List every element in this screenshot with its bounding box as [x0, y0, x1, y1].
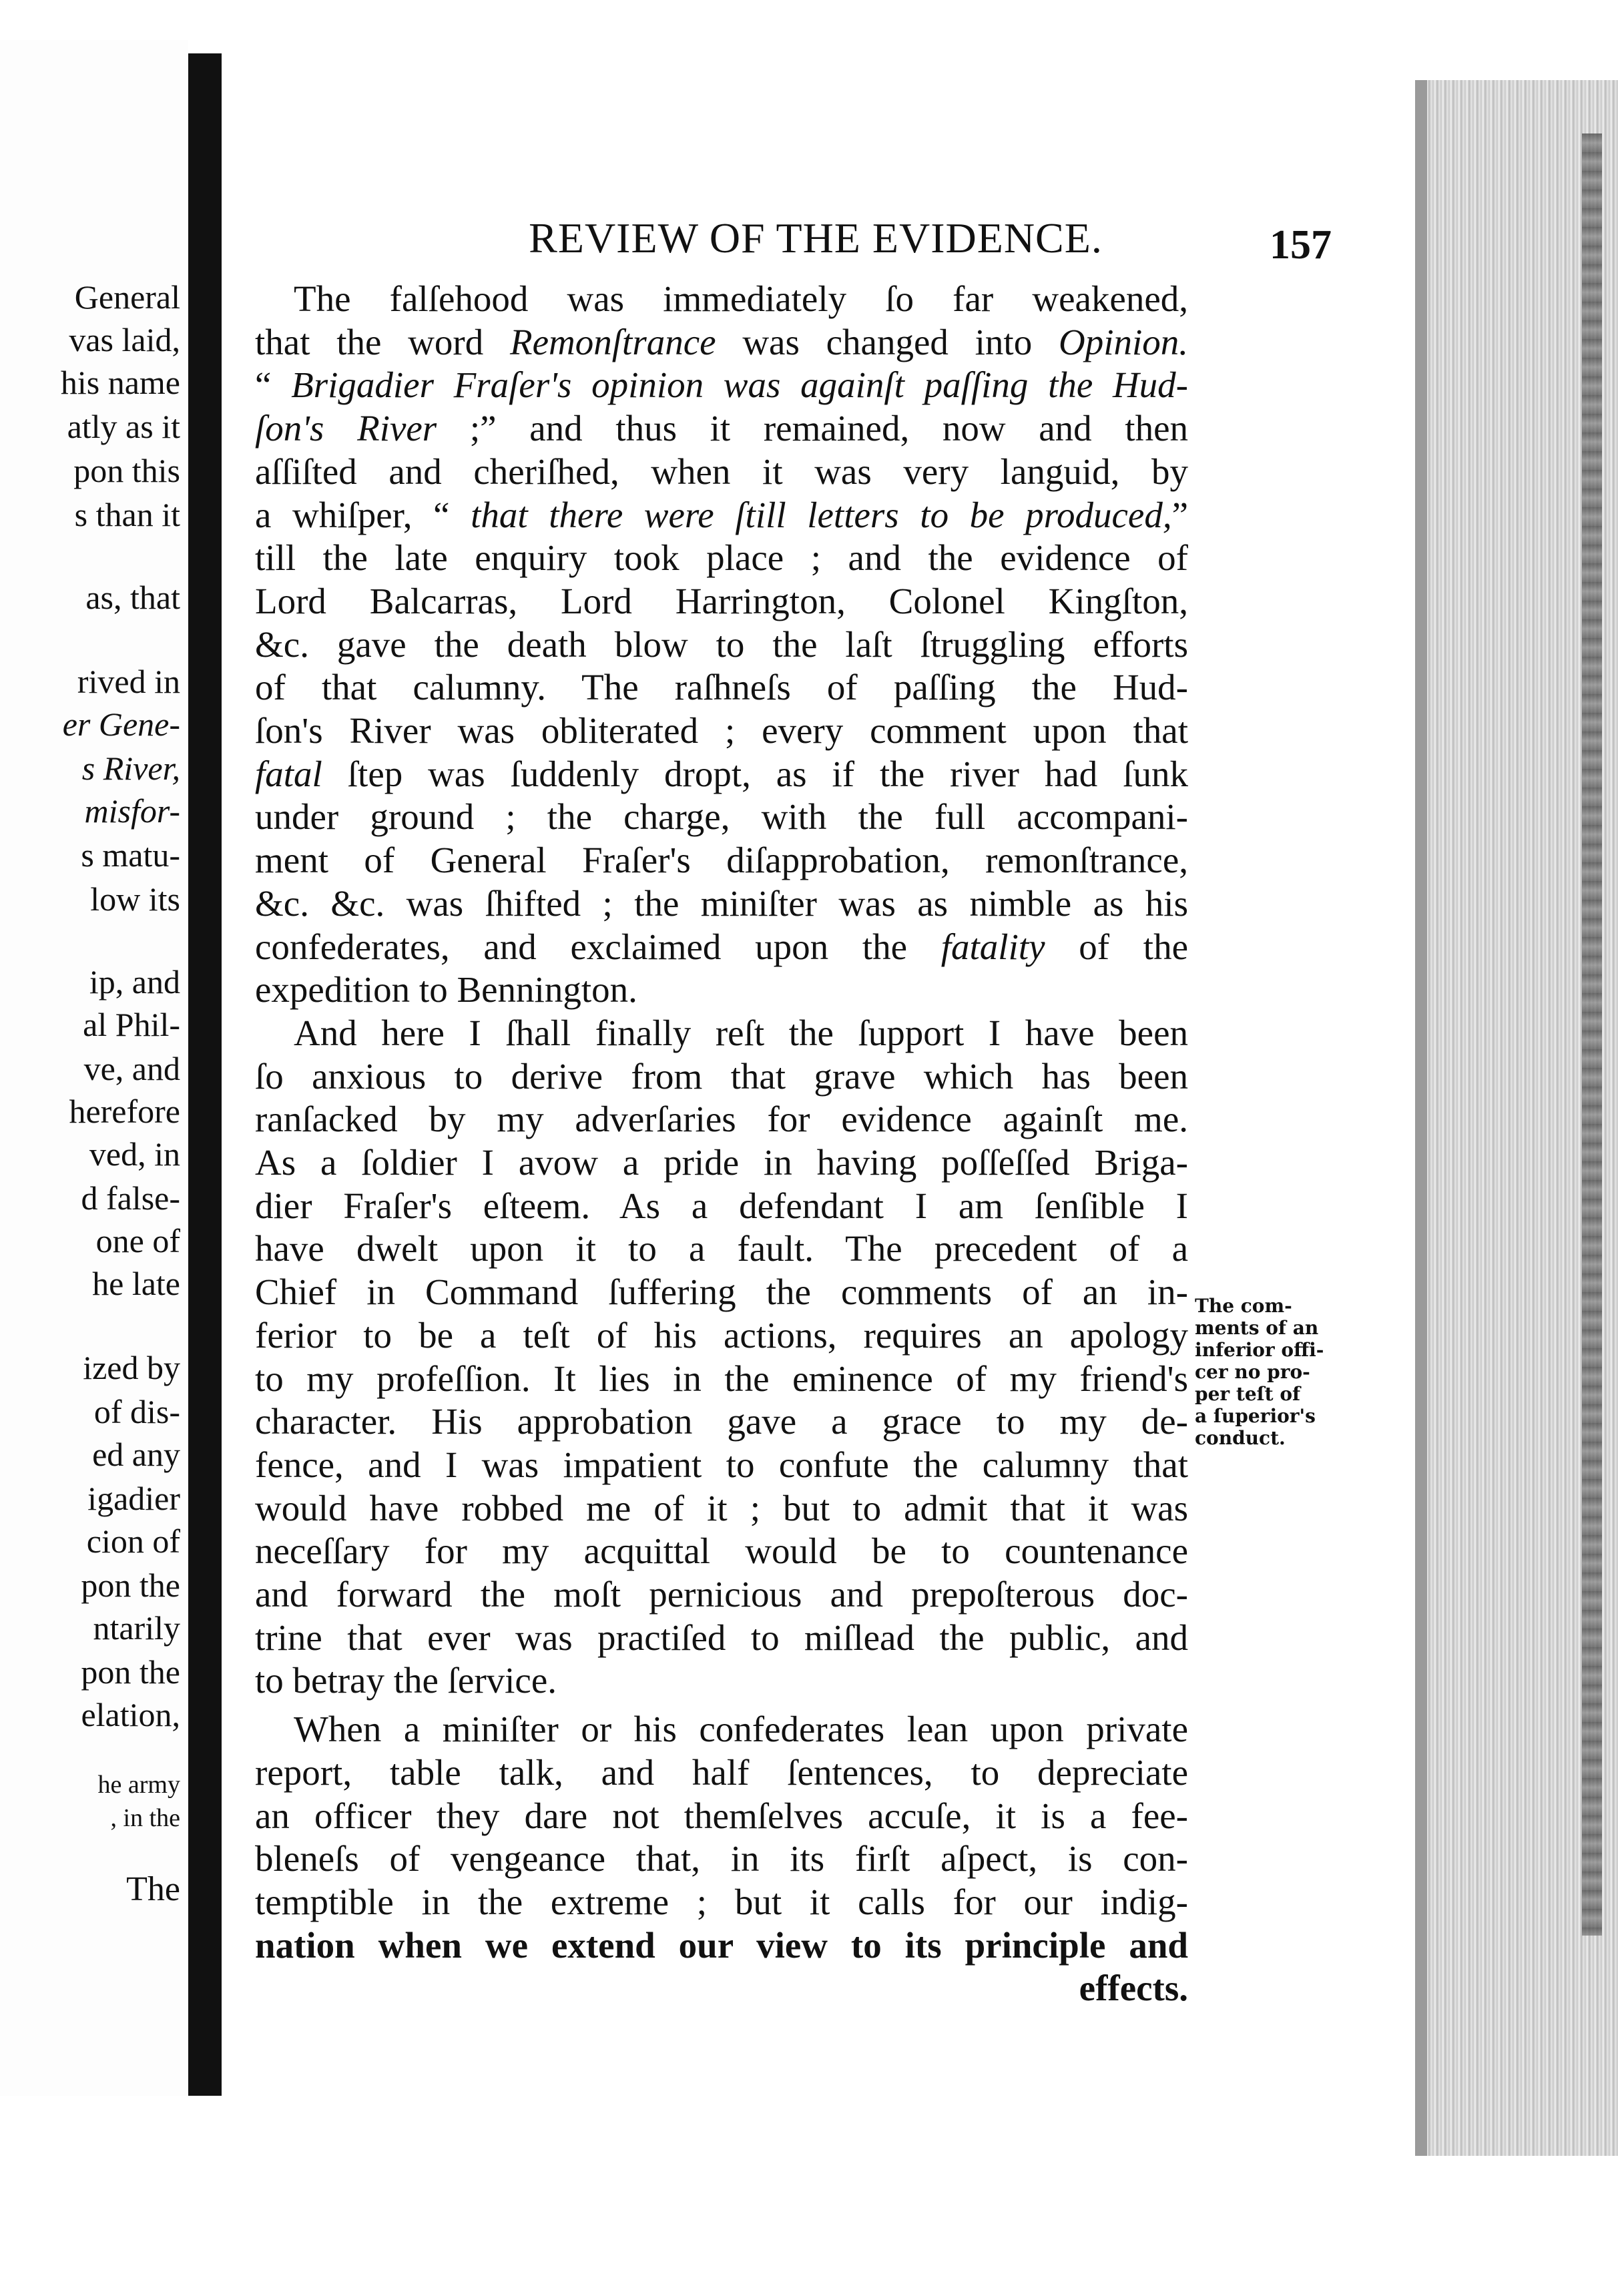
body-line: [255, 1576, 1188, 1613]
body-line: [294, 1711, 1188, 1747]
italic-text: Remonſtrance: [510, 322, 716, 362]
text-run: under ground ; the charge, with the full accompani-: [255, 796, 1188, 837]
main-page: [222, 53, 1415, 2096]
body-line: [255, 885, 1188, 922]
left-page-line: rived in: [77, 663, 180, 700]
body-line: [255, 453, 1188, 490]
body-line: [255, 842, 1188, 878]
body-line: [255, 1754, 1188, 1791]
body-line: [255, 971, 1188, 1008]
left-page-line: pon the: [81, 1653, 180, 1691]
book-gutter: [188, 53, 222, 2096]
text-run: effects.: [1079, 1968, 1188, 2008]
page-edge-shadow: [1415, 80, 1427, 2156]
body-line: [255, 1187, 1188, 1224]
text-run: of that calumny. The raſhneſs of paſſing the Hud-: [255, 667, 1188, 707]
left-page-line: low its: [90, 880, 180, 918]
left-page-line: al Phil-: [83, 1006, 180, 1043]
left-page-line: pon this: [73, 452, 180, 489]
left-page-line: , in the: [110, 1804, 180, 1832]
text-run: would have robbed me of it ; but to admit that it was: [255, 1488, 1188, 1528]
italic-text: ſon's River: [255, 408, 437, 449]
left-page-line: atly as it: [67, 408, 180, 445]
text-run: report, table talk, and half ſentences, to depreciate: [255, 1752, 1188, 1793]
left-page-line: ved, in: [89, 1135, 180, 1173]
text-run: ſon's River was obliterated ; every comment upon that: [255, 710, 1188, 751]
body-line: [255, 497, 1188, 533]
text-run: Chief in Command ſuffering the comments of an in-: [255, 1271, 1188, 1312]
text-run: &c. gave the death blow to the laſt ſtruggling efforts: [255, 624, 1188, 665]
body-line: [255, 1317, 1188, 1354]
text-run: ſtep was ſuddenly dropt, as if the river had ſunk: [322, 754, 1188, 794]
margin-note: [1195, 1295, 1342, 1449]
italic-text: that there were ſtill letters to be produced,: [471, 495, 1172, 535]
left-page-line: igadier: [87, 1480, 180, 1517]
left-page-line: his name: [60, 364, 180, 401]
left-page-line: he army: [97, 1771, 180, 1799]
left-page-line: ized by: [83, 1349, 180, 1386]
body-line: [255, 1532, 1188, 1569]
body-line: [255, 1619, 1188, 1656]
text-run: neceſſary for my acquittal would be to countenance: [255, 1530, 1188, 1571]
left-page-line: as, that: [85, 579, 180, 616]
body-line: [255, 1490, 1188, 1526]
text-run: &c. &c. was ſhifted ; the miniſter was as nimble as his: [255, 883, 1188, 924]
text-run: bleneſs of vengeance that, in its firſt aſpect, is con-: [255, 1838, 1188, 1879]
left-page-line: ntarily: [93, 1609, 180, 1647]
body-line: [255, 1101, 1188, 1137]
text-run: to my profeſſion. It lies in the eminence of my friend's: [255, 1358, 1188, 1399]
body-line: [255, 1970, 1188, 2006]
italic-text: Opinion.: [1058, 322, 1188, 362]
left-page-line: The: [126, 1870, 180, 1908]
left-page-line: ve, and: [83, 1050, 180, 1087]
body-line: [255, 583, 1188, 619]
text-run: aſſiſted and cheriſhed, when it was very languid, by: [255, 451, 1188, 492]
body-line: [255, 539, 1188, 576]
body-line: [255, 928, 1188, 965]
text-run: ranſacked by my adverſaries for evidence againſt me.: [255, 1099, 1188, 1139]
text-run: ”: [1171, 495, 1188, 535]
page-number: 157: [1270, 222, 1332, 268]
text-run: ment of General Fraſer's diſapprobation, remonſtrance,: [255, 840, 1188, 880]
left-page-line: pon the: [81, 1566, 180, 1604]
text-run: nation when we extend our view to its principle and: [255, 1925, 1188, 1966]
body-line: [255, 712, 1188, 749]
italic-text: Brigadier Fraſer's opinion was againſt paſſing the Hud-: [291, 364, 1188, 405]
text-run: and forward the moſt pernicious and prepoſterous doc-: [255, 1574, 1188, 1615]
text-run: fence, and I was impatient to confute the calumny that: [255, 1444, 1188, 1485]
body-line: [255, 1797, 1188, 1834]
margin-note-line: inferior offi-: [1195, 1339, 1324, 1361]
margin-note-line: per teſt of: [1195, 1383, 1301, 1405]
margin-note-line: ments of an: [1195, 1317, 1319, 1339]
left-page-line: one of: [95, 1222, 180, 1259]
left-page-line: ed any: [92, 1436, 180, 1473]
text-run: Lord Balcarras, Lord Harrington, Colonel Kingſton,: [255, 581, 1188, 621]
text-run: ſo anxious to derive from that grave which has been: [255, 1056, 1188, 1097]
text-run: an officer they dare not themſelves accuſe, it is a fee-: [255, 1795, 1188, 1836]
italic-text: fatality: [940, 926, 1045, 967]
left-page-line: er Gene-: [62, 705, 180, 743]
text-run: character. His approbation gave a grace to my de-: [255, 1401, 1188, 1442]
text-run: ferior to be a teſt of his actions, requires an apology: [255, 1315, 1188, 1356]
text-run: When a miniſter or his confederates lean upon private: [294, 1709, 1188, 1749]
body-line: [255, 1058, 1188, 1095]
body-line: [255, 1840, 1188, 1877]
text-run: was changed into: [716, 322, 1059, 362]
body-line: [255, 366, 1188, 403]
body-line: [255, 1273, 1188, 1310]
left-page-line: vas laid,: [69, 321, 180, 358]
margin-note-line: cer no pro-: [1195, 1361, 1310, 1383]
body-line: [255, 1403, 1188, 1440]
text-run: of the: [1045, 926, 1188, 967]
text-run: “: [255, 364, 292, 405]
body-line: [255, 324, 1188, 360]
margin-note-line: a ſuperior's: [1195, 1405, 1316, 1427]
left-page-line: cion of: [86, 1522, 180, 1560]
body-line: [255, 1446, 1188, 1483]
text-run: to betray the ſervice.: [255, 1660, 557, 1701]
left-page-line: s than it: [74, 496, 180, 533]
body-line: [255, 756, 1188, 792]
italic-text: fatal: [255, 754, 322, 794]
body-line: [294, 280, 1188, 317]
left-page-line: misfor-: [84, 792, 180, 830]
left-page-line: he late: [92, 1265, 180, 1302]
text-run: till the late enquiry took place ; and the evidence of: [255, 537, 1188, 578]
body-line: [255, 626, 1188, 663]
text-run: temptible in the extreme ; but it calls for our indig-: [255, 1882, 1188, 1922]
text-run: that the word: [255, 322, 511, 362]
margin-note-line: The com-: [1195, 1295, 1292, 1317]
text-run: dier Fraſer's eſteem. As a defendant I am ſenſible I: [255, 1185, 1188, 1226]
left-facing-page: [0, 40, 188, 2096]
left-page-line: s matu-: [81, 836, 180, 874]
text-run: ;” and thus it remained, now and then: [437, 408, 1188, 449]
text-run: The falſehood was immediately ſo far weakened,: [294, 278, 1188, 319]
running-head: REVIEW OF THE EVIDENCE.: [529, 214, 1103, 262]
text-run: confederates, and exclaimed upon the: [255, 926, 941, 967]
body-line: [255, 669, 1188, 705]
body-line: [255, 1927, 1188, 1964]
left-page-line: d false-: [81, 1179, 180, 1217]
text-run: a whiſper, “: [255, 495, 471, 535]
body-line: [255, 798, 1188, 835]
left-page-line: General: [74, 278, 180, 316]
left-page-line: s River,: [81, 750, 180, 787]
body-line: [255, 1230, 1188, 1267]
left-page-line: herefore: [69, 1093, 180, 1130]
margin-note-line: conduct.: [1195, 1427, 1286, 1449]
text-run: have dwelt upon it to a fault. The precedent of a: [255, 1228, 1188, 1269]
left-page-line: ip, and: [89, 963, 180, 1000]
text-run: And here I ſhall finally reſt the ſupport I have been: [294, 1013, 1188, 1053]
text-run: As a ſoldier I avow a pride in having poſſeſſed Briga-: [255, 1142, 1188, 1183]
text-run: trine that ever was practiſed to miſlead the public, and: [255, 1617, 1188, 1658]
page-edge-binding: [1582, 133, 1602, 1936]
body-line: [255, 1662, 1188, 1699]
body-line: [255, 1144, 1188, 1181]
left-page-line: elation,: [81, 1696, 180, 1733]
body-line: [294, 1015, 1188, 1051]
left-page-line: of dis-: [93, 1393, 180, 1430]
body-line: [255, 410, 1188, 447]
text-run: expedition to Bennington.: [255, 969, 637, 1010]
body-line: [255, 1360, 1188, 1397]
body-line: [255, 1884, 1188, 1920]
